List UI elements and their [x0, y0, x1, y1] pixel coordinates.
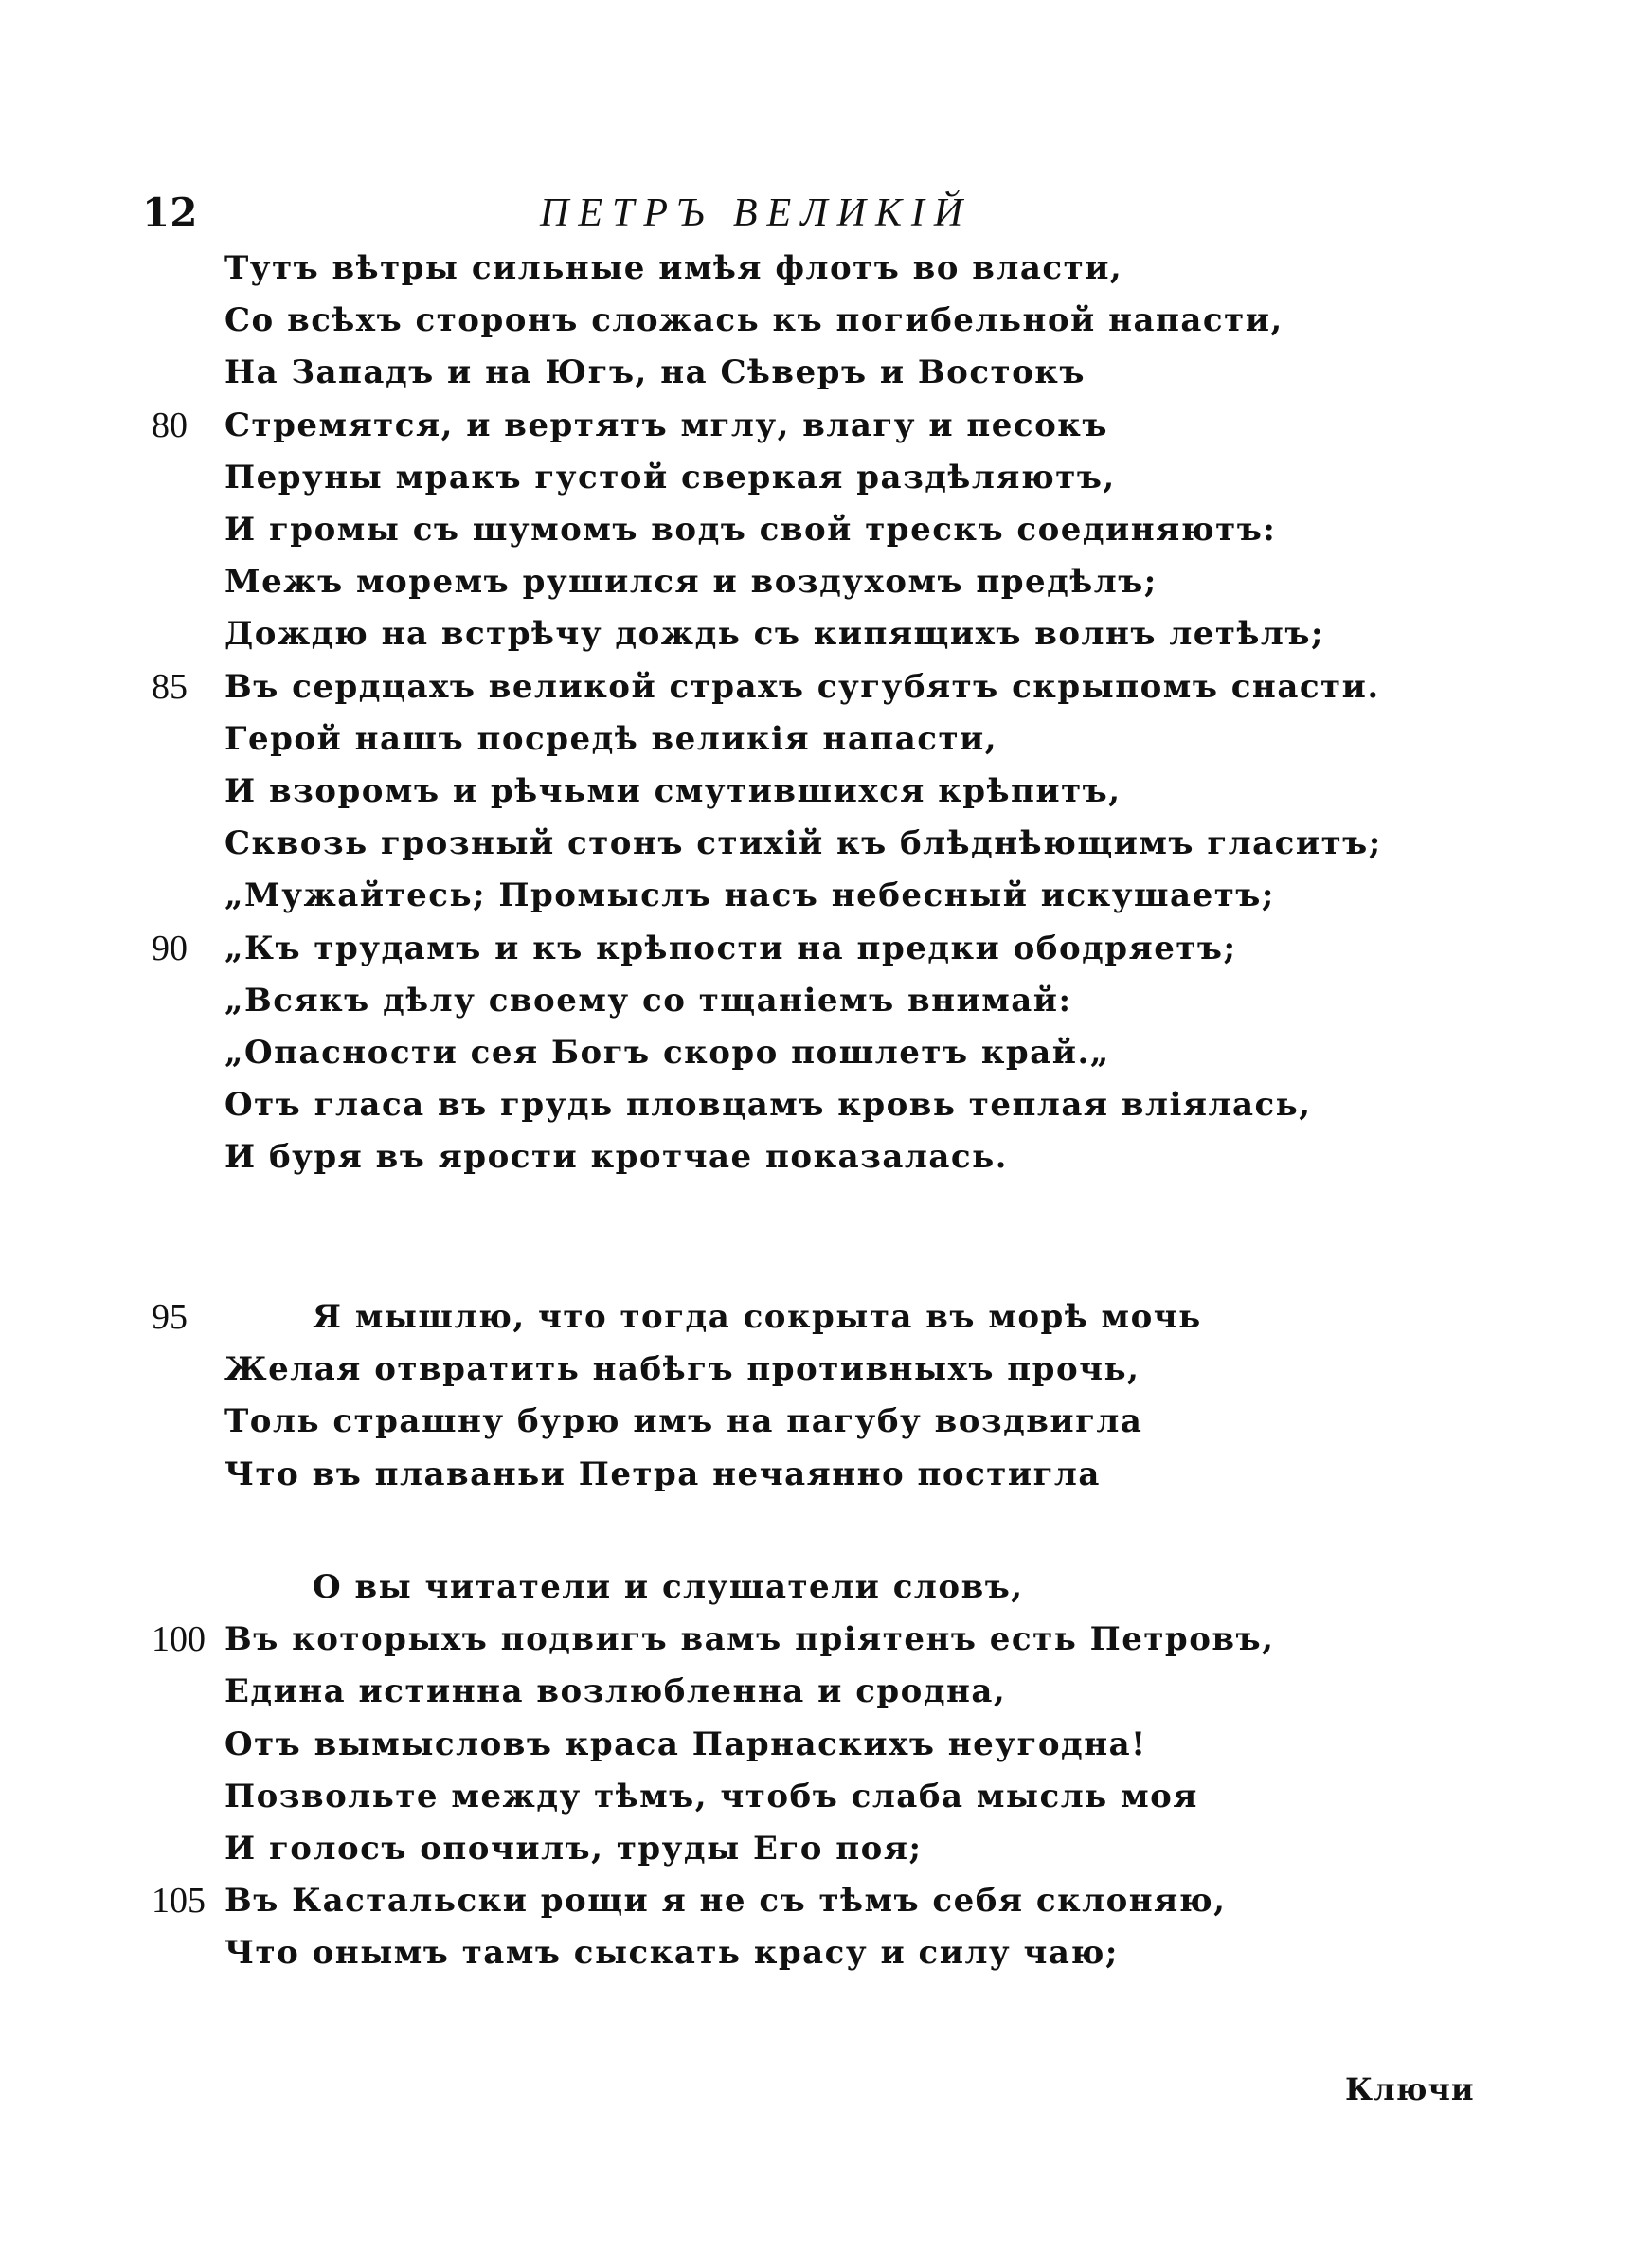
verse-line: Дождю на встрѣчу дождь съ кипящихъ волнъ летѣлъ; — [224, 615, 1325, 654]
verse-line: И взоромъ и рѣчьми смутившихся крѣпитъ, — [224, 772, 1122, 810]
verse-line: О вы читатели и слушатели словъ, — [313, 1568, 1024, 1606]
verse-line: Межъ моремъ рушился и воздухомъ предѣлъ; — [224, 563, 1158, 602]
verse-line: Едина истинна возлюбленна и сродна, — [224, 1672, 1007, 1711]
verse-line: Желая отвратить набѣгъ противныхъ прочь, — [224, 1350, 1140, 1389]
verse-line: Я мышлю, что тогда сокрыта въ морѣ мочь — [313, 1298, 1202, 1336]
line-number: 105 — [152, 1881, 206, 1922]
verse-line: И голосъ опочилъ, труды Его поя; — [224, 1830, 923, 1868]
page-header — [142, 185, 1506, 251]
verse-line: Что въ плаваньи Петра нечаянно постигла — [224, 1454, 1101, 1493]
verse-line: Толь страшну бурю имъ на пагубу воздвигла — [224, 1402, 1143, 1441]
verse-line: Сквозь грозный стонъ стихiй къ блѣднѣющимъ гласитъ; — [224, 824, 1382, 863]
verse-line: Герой нашъ посредѣ великiя напасти, — [224, 719, 998, 758]
verse-line: Въ сердцахъ великой страхъ сугубятъ скрыпомъ снасти. — [224, 667, 1380, 706]
catchword: Ключи — [1345, 2071, 1475, 2107]
line-number: 95 — [152, 1297, 188, 1337]
page-number: 12 — [142, 190, 198, 236]
running-title: ПЕТРЪ ВЕЛИКIЙ — [540, 191, 973, 235]
verse-line: Со всѣхъ сторонъ сложась къ погибельной напасти, — [224, 301, 1284, 340]
verse-line: Въ Кастальски рощи я не съ тѣмъ себя склоняю, — [224, 1882, 1227, 1921]
verse-line: „Къ трудамъ и къ крѣпости на предки ободряетъ; — [224, 929, 1237, 967]
verse-line: И буря въ ярости кротчае показалась. — [224, 1138, 1009, 1177]
line-number: 90 — [152, 928, 188, 968]
verse-line: Позвольте между тѣмъ, чтобъ слаба мысль моя — [224, 1777, 1198, 1815]
verse-line: „Опасности сея Богъ скоро пошлетъ край.„ — [224, 1034, 1110, 1072]
verse-line: Что онымъ тамъ сыскать красу и силу чаю; — [224, 1934, 1119, 1973]
verse-line: Отъ вымысловъ краса Парнаскихъ неугодна! — [224, 1724, 1147, 1763]
verse-line: Стремятся, и вертятъ мглу, влагу и песокъ — [224, 406, 1108, 444]
verse-line: Перуны мракъ густой сверкая раздѣляютъ, — [224, 458, 1116, 497]
line-number: 85 — [152, 666, 188, 707]
verse-line: „Всякъ дѣлу своему со тщанiемъ внимай: — [224, 981, 1072, 1020]
line-number: 80 — [152, 405, 188, 445]
verse-line: Отъ гласа въ грудь пловцамъ кровь теплая влiялась, — [224, 1086, 1312, 1125]
verse-line: На Западъ и на Югъ, на Сѣверъ и Востокъ — [224, 353, 1086, 392]
verse-line: Въ которыхъ подвигъ вамъ прiятенъ есть Петровъ, — [224, 1620, 1275, 1659]
verse-line: „Мужайтесь; Промыслъ насъ небесный искушаетъ; — [224, 876, 1275, 915]
line-number: 100 — [152, 1619, 206, 1660]
verse-line: И громы съ шумомъ водъ свой трескъ соединяютъ: — [224, 511, 1277, 549]
verse-line: Тутъ вѣтры сильные имѣя флотъ во власти, — [224, 249, 1123, 287]
